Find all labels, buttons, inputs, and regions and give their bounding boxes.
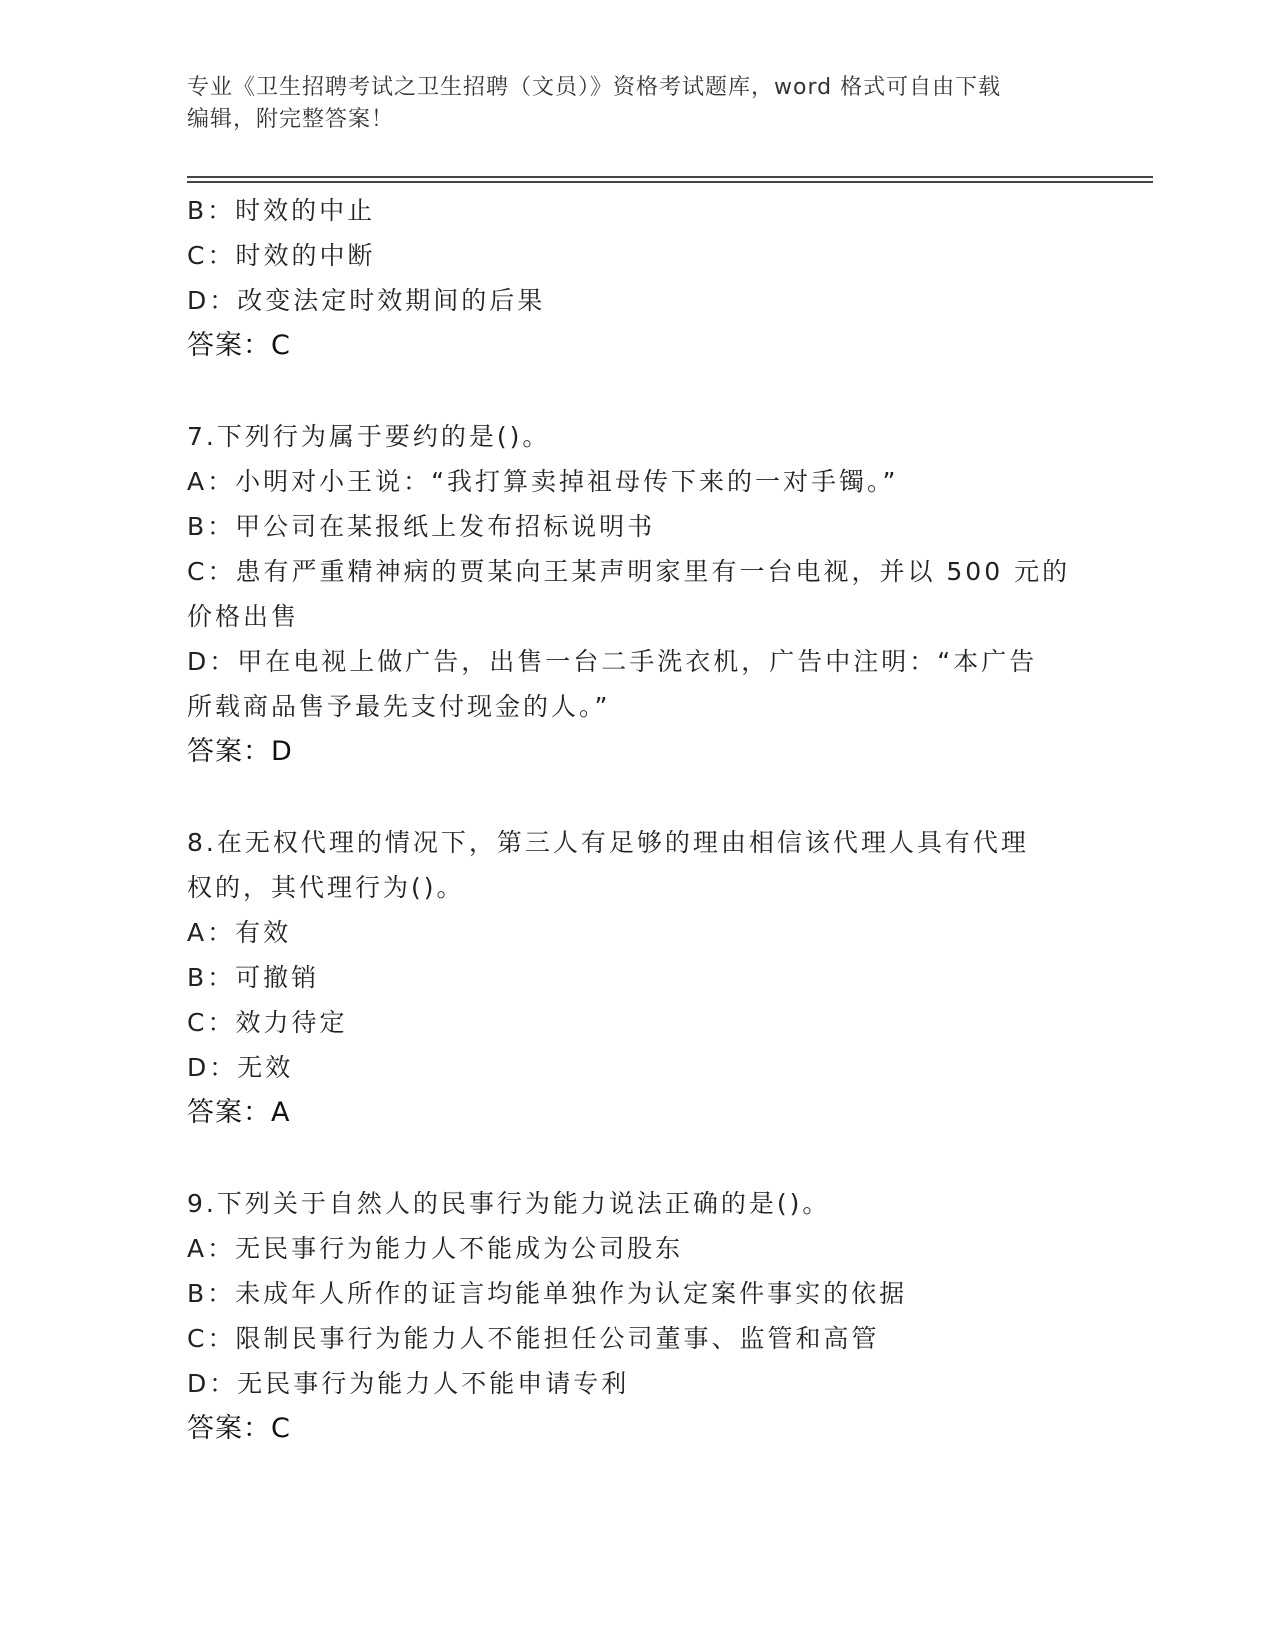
header-line-2: 编辑，附完整答案！ — [187, 107, 395, 132]
option-a: A：无民事行为能力人不能成为公司股东 — [187, 1234, 684, 1263]
answer: 答案：C — [187, 1413, 291, 1444]
option-c: C：限制民事行为能力人不能担任公司董事、监管和高管 — [187, 1324, 880, 1353]
option-b: B：未成年人所作的证言均能单独作为认定案件事实的依据 — [187, 1279, 908, 1308]
option-c-line-2: 价格出售 — [187, 602, 300, 631]
option-b: B：时效的中止 — [187, 196, 376, 225]
question-stem-line-2: 权的，其代理行为()。 — [187, 873, 465, 902]
option-c-line-1: C：患有严重精神病的贾某向王某声明家里有一台电视，并以 500 元的 — [187, 557, 1071, 586]
option-d-line-1: D：甲在电视上做广告，出售一台二手洗衣机，广告中注明：“本广告 — [187, 647, 1038, 676]
question-6-continued — [187, 188, 1087, 369]
question-stem: 9.下列关于自然人的民事行为能力说法正确的是()。 — [187, 1189, 831, 1218]
header-line-1: 专业《卫生招聘考试之卫生招聘（文员）》资格考试题库，word 格式可自由下载 — [187, 75, 1002, 100]
question-8 — [187, 820, 1087, 1136]
option-b: B：可撤销 — [187, 963, 320, 992]
document-body — [187, 188, 1087, 1497]
answer: 答案：C — [187, 330, 291, 361]
option-b: B：甲公司在某报纸上发布招标说明书 — [187, 512, 656, 541]
option-a: A：小明对小王说：“我打算卖掉祖母传下来的一对手镯。” — [187, 467, 899, 496]
question-stem: 7.下列行为属于要约的是()。 — [187, 422, 551, 451]
option-d: D：无民事行为能力人不能申请专利 — [187, 1369, 630, 1398]
answer: 答案：A — [187, 1097, 291, 1128]
option-d: D：无效 — [187, 1053, 294, 1082]
question-9 — [187, 1181, 1087, 1452]
question-stem-line-1: 8.在无权代理的情况下，第三人有足够的理由相信该代理人具有代理 — [187, 828, 1029, 857]
option-c: C：时效的中断 — [187, 241, 376, 270]
answer: 答案：D — [187, 736, 293, 767]
header-rule-top — [187, 176, 1153, 178]
option-a: A：有效 — [187, 918, 292, 947]
document-header — [187, 72, 1067, 136]
option-c: C：效力待定 — [187, 1008, 348, 1037]
option-d: D：改变法定时效期间的后果 — [187, 286, 546, 315]
question-7 — [187, 414, 1087, 775]
option-d-line-2: 所载商品售予最先支付现金的人。” — [187, 692, 611, 721]
header-rule-bottom — [187, 181, 1153, 183]
